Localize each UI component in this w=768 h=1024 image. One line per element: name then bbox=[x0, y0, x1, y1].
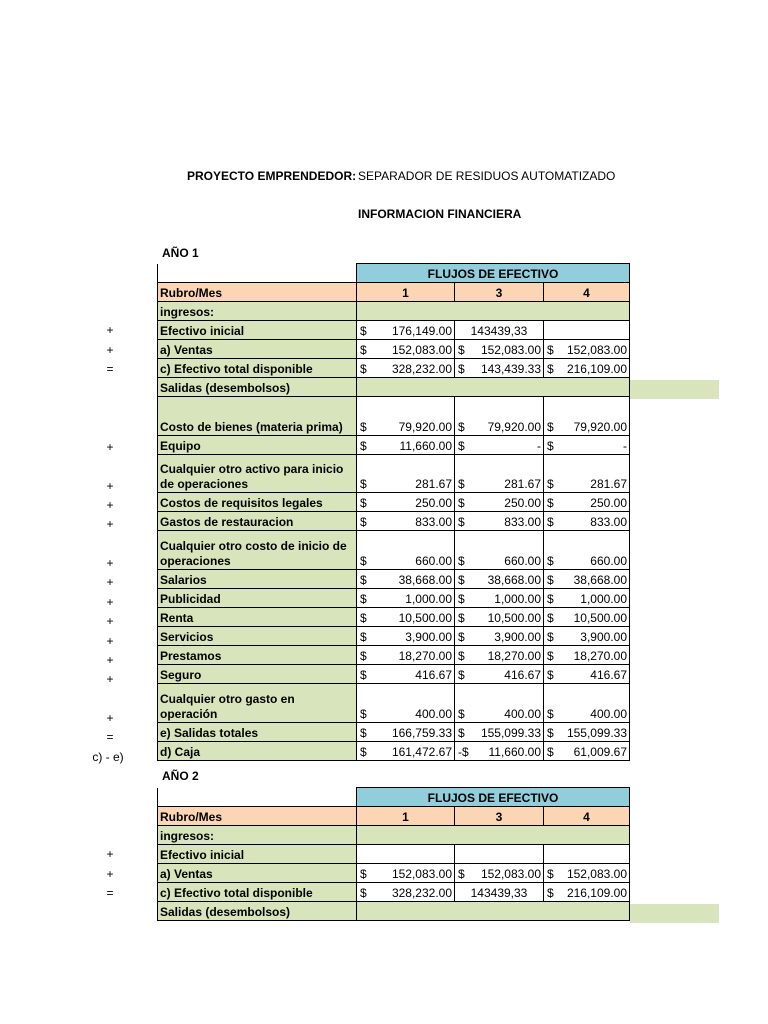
project-name: SEPARADOR DE RESIDUOS AUTOMATIZADO bbox=[358, 169, 616, 183]
row-label: Efectivo inicial bbox=[158, 321, 357, 340]
cell-value: $ 152,083.00 bbox=[357, 864, 455, 883]
row-label: Prestamos bbox=[158, 646, 357, 665]
cell-value: $ 416.67 bbox=[455, 665, 544, 684]
cell-value: $ 833.00 bbox=[357, 512, 455, 531]
row-label: Cualquier otro costo de inicio de operaciones bbox=[158, 531, 357, 570]
op-sign: + bbox=[106, 440, 114, 454]
row-label: Equipo bbox=[158, 436, 357, 455]
cell-value: $ 250.00 bbox=[455, 493, 544, 512]
cell-value: $ 152,083.00 bbox=[455, 340, 544, 359]
project-label: PROYECTO EMPRENDEDOR: bbox=[187, 169, 357, 183]
cell-value: $ 328,232.00 bbox=[357, 359, 455, 378]
op-sign: = bbox=[106, 886, 114, 900]
row-label-salidas: Salidas (desembolsos) bbox=[158, 378, 357, 397]
cashflow-table-year2 bbox=[157, 787, 630, 921]
cell-value: $ - bbox=[455, 436, 544, 455]
row-label: Costo de bienes (materia prima) bbox=[158, 397, 357, 436]
cell-value: $ 3,900.00 bbox=[544, 627, 630, 646]
cell-value: $ 400.00 bbox=[544, 684, 630, 723]
row-label: Salarios bbox=[158, 570, 357, 589]
financial-info-title: INFORMACION FINANCIERA bbox=[358, 207, 522, 221]
op-sign: + bbox=[106, 517, 114, 531]
cell-value: $ 1,000.00 bbox=[455, 589, 544, 608]
table-title: FLUJOS DE EFECTIVO bbox=[357, 264, 630, 283]
cell-value: $ 79,920.00 bbox=[455, 397, 544, 436]
col-header-month-3: 3 bbox=[455, 807, 544, 826]
op-sign: + bbox=[106, 711, 114, 725]
cell-value: $ 79,920.00 bbox=[357, 397, 455, 436]
cell-value: $ 660.00 bbox=[455, 531, 544, 570]
cell-value: $ 38,668.00 bbox=[544, 570, 630, 589]
cell-value: $ 660.00 bbox=[544, 531, 630, 570]
col-header-month-1: 1 bbox=[357, 807, 455, 826]
row-label: Seguro bbox=[158, 665, 357, 684]
op-sign: = bbox=[106, 730, 114, 744]
cell-value: $ 416.67 bbox=[357, 665, 455, 684]
cell-value: 143439,33 bbox=[455, 321, 544, 340]
cell-value: $ 216,109.00 bbox=[544, 359, 630, 378]
row-label: Servicios bbox=[158, 627, 357, 646]
row-label: c) Efectivo total disponible bbox=[158, 883, 357, 902]
row-label: a) Ventas bbox=[158, 864, 357, 883]
cell-value: $ 61,009.67 bbox=[544, 742, 630, 761]
col-header-month-1: 1 bbox=[357, 283, 455, 302]
col-header-rubro: Rubro/Mes bbox=[158, 283, 357, 302]
cell-value: $ 166,759.33 bbox=[357, 723, 455, 742]
year2-label: AÑO 2 bbox=[162, 769, 199, 783]
cell-value: $ 176,149.00 bbox=[357, 321, 455, 340]
cell-value: $ 10,500.00 bbox=[357, 608, 455, 627]
op-sign: + bbox=[106, 498, 114, 512]
col-header-rubro: Rubro/Mes bbox=[158, 807, 357, 826]
row-label: Cualquier otro gasto en operación bbox=[158, 684, 357, 723]
op-sign: + bbox=[106, 595, 114, 609]
salidas-row-extension bbox=[630, 904, 719, 923]
year1-label: AÑO 1 bbox=[162, 246, 199, 260]
cell-value: 143439,33 bbox=[455, 883, 544, 902]
cell-value: $ 152,083.00 bbox=[544, 340, 630, 359]
cell-value: $ - bbox=[544, 436, 630, 455]
cell-value: $ 400.00 bbox=[455, 684, 544, 723]
cell-value: $ 250.00 bbox=[357, 493, 455, 512]
op-sign: + bbox=[106, 672, 114, 686]
cell-value: $ 152,083.00 bbox=[544, 864, 630, 883]
col-header-month-4: 4 bbox=[544, 807, 630, 826]
row-label-ingresos: ingresos: bbox=[158, 302, 357, 321]
cell-value: $ 3,900.00 bbox=[455, 627, 544, 646]
row-label: Gastos de restauracion bbox=[158, 512, 357, 531]
row-label: e) Salidas totales bbox=[158, 723, 357, 742]
cell-value: $ 79,920.00 bbox=[544, 397, 630, 436]
cell-value: $ 18,270.00 bbox=[357, 646, 455, 665]
op-sign: + bbox=[106, 867, 114, 881]
row-label-ingresos: ingresos: bbox=[158, 826, 357, 845]
cell-value: $ 11,660.00 bbox=[357, 436, 455, 455]
cell-value: $ 328,232.00 bbox=[357, 883, 455, 902]
cell-value: $ 152,083.00 bbox=[357, 340, 455, 359]
cell-value: $ 155,099.33 bbox=[455, 723, 544, 742]
op-sign: + bbox=[106, 614, 114, 628]
cell-value: $ 833.00 bbox=[544, 512, 630, 531]
cell-value: $ 18,270.00 bbox=[455, 646, 544, 665]
cell-value: $ 833.00 bbox=[455, 512, 544, 531]
cell-value: $ 143,439.33 bbox=[455, 359, 544, 378]
cell-value: $ 152,083.00 bbox=[455, 864, 544, 883]
cell-value: $ 18,270.00 bbox=[544, 646, 630, 665]
op-sign: + bbox=[106, 323, 114, 337]
col-header-month-4: 4 bbox=[544, 283, 630, 302]
cell-value: $ 10,500.00 bbox=[544, 608, 630, 627]
op-sign: + bbox=[106, 556, 114, 570]
row-label: a) Ventas bbox=[158, 340, 357, 359]
cashflow-table-year1 bbox=[157, 263, 630, 761]
op-sign: + bbox=[106, 847, 114, 861]
row-label-salidas: Salidas (desembolsos) bbox=[158, 902, 357, 921]
cell-value: $ 281.67 bbox=[357, 455, 455, 493]
cell-value: $ 1,000.00 bbox=[357, 589, 455, 608]
cell-value: $ 250.00 bbox=[544, 493, 630, 512]
cell-value: $ 10,500.00 bbox=[455, 608, 544, 627]
op-sign: + bbox=[106, 479, 114, 493]
table-title: FLUJOS DE EFECTIVO bbox=[357, 788, 630, 807]
col-header-month-3: 3 bbox=[455, 283, 544, 302]
op-sign: = bbox=[106, 362, 114, 376]
row-label: c) Efectivo total disponible bbox=[158, 359, 357, 378]
cell-value: $ 400.00 bbox=[357, 684, 455, 723]
row-label: Cualquier otro activo para inicio de operaciones bbox=[158, 455, 357, 493]
row-label: d) Caja bbox=[158, 742, 357, 761]
row-label: Costos de requisitos legales bbox=[158, 493, 357, 512]
cell-value: $ 155,099.33 bbox=[544, 723, 630, 742]
row-label: Efectivo inicial bbox=[158, 845, 357, 864]
cell-value: $ 416.67 bbox=[544, 665, 630, 684]
cell-value: $ 38,668.00 bbox=[455, 570, 544, 589]
cell-value: $ 38,668.00 bbox=[357, 570, 455, 589]
cell-value: $ 216,109.00 bbox=[544, 883, 630, 902]
cell-value: $ 660.00 bbox=[357, 531, 455, 570]
cell-value: $ 1,000.00 bbox=[544, 589, 630, 608]
cell-value: $ 161,472.67 bbox=[357, 742, 455, 761]
row-label: Renta bbox=[158, 608, 357, 627]
cell-value: $ 3,900.00 bbox=[357, 627, 455, 646]
row-label: Publicidad bbox=[158, 589, 357, 608]
op-sign: + bbox=[106, 343, 114, 357]
cell-value bbox=[544, 321, 630, 340]
op-sign: + bbox=[106, 634, 114, 648]
cell-value: -$ 11,660.00 bbox=[455, 742, 544, 761]
op-sign: c) - e) bbox=[92, 750, 124, 764]
cell-value: $ 281.67 bbox=[544, 455, 630, 493]
op-sign: + bbox=[106, 653, 114, 667]
salidas-row-extension bbox=[630, 380, 719, 399]
op-sign: + bbox=[106, 575, 114, 589]
cell-value: $ 281.67 bbox=[455, 455, 544, 493]
